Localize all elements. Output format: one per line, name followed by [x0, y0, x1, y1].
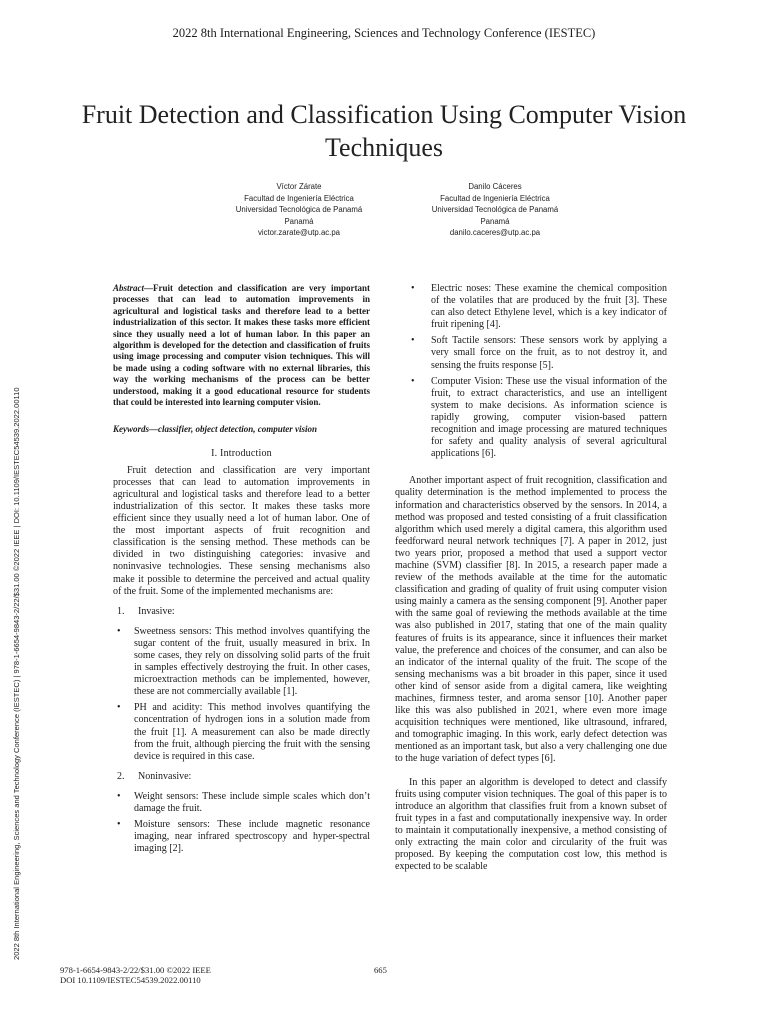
- author-department: Facultad de Ingeniería Eléctrica: [440, 193, 550, 203]
- body-paragraph: Another important aspect of fruit recognition, classification and quality determination is the method implemented to process the information and characteristics observed by the sensors. In 2014, a method was proposed and tested consisting of a fruit classification algorithm which used merely a digital camera, this algorithm used feedforward neural network techniques [7]. A paper in 2012, just two years prior, proposed a method that used a support vector machine (SVM) classifier [8]. In 2015, a research paper made a review of the methods available at the time for the automatic classification and grading of quality of fruit using computer vision using mainly a camera as the sensing component [9]. Another paper with the same goal of reviewing the methods available at the time was also published in 2017, stating that one of the main quality features of fruits is its appearance, since it influences their market value, the preference and choices of the consumer, and can also be an indicator of the internal quality of the fruit. The scope of the sensing mechanisms was a bit broader in this paper, since it used other kind of sensor aside from a digital camera, like weighting machines, firmness tester, and aroma sensor [10]. Another paper like this was also published in 2021, where even more image acquisition techniques were mentioned, like ultrasound, infrared, and tomographic imaging. In this work, early defect detection was mentioned as an important task, but also a very challenging one due to the huge variation of defect types [6].: [395, 475, 667, 765]
- bullet-icon: •: [117, 625, 121, 637]
- invasive-list: [113, 626, 370, 763]
- list-item-text: Electric noses: These examine the chemical composition of the volatiles that are produced by the fruit [3]. These can also detect Ethylene level, which is a key indicator of fruit ripening [4].: [431, 283, 667, 331]
- author-university: Universidad Tecnológica de Panamá: [431, 205, 559, 215]
- author-university: Universidad Tecnológica de Panamá: [235, 205, 363, 215]
- list-item-text: Weight sensors: These include simple scales which don’t damage the fruit.: [134, 790, 370, 814]
- abstract-label: Abstract: [113, 283, 145, 293]
- list-item-text: Sweetness sensors: This method involves quantifying the sugar content of the fruit, usually measured in brix. In some cases, they rely on dissolving solid parts of the fruit in samples effectively destroying the fruit. In other cases, microextraction methods can be implemented, however, these are not commercially available [1].: [134, 625, 370, 698]
- numbered-item-noninvasive: [113, 771, 370, 783]
- list-item: [395, 335, 667, 371]
- bullet-icon: •: [117, 702, 121, 714]
- footer-doi: DOI 10.1109/IESTEC54539.2022.00110: [60, 975, 201, 986]
- item-label: Invasive:: [138, 605, 175, 617]
- author-department: Facultad de Ingeniería Eléctrica: [244, 193, 354, 203]
- list-item: [113, 819, 370, 855]
- right-column: [395, 283, 667, 873]
- footer-isbn: 978-1-6654-9843-2/22/$31.00 ©2022 IEEE: [60, 965, 211, 975]
- item-number: 2.: [117, 770, 125, 782]
- list-item: [395, 376, 667, 461]
- item-label: Noninvasive:: [138, 770, 192, 782]
- list-item: [113, 791, 370, 815]
- author-2: [345, 181, 645, 239]
- sensor-list: [395, 283, 667, 460]
- left-column: [113, 283, 370, 859]
- bullet-icon: •: [411, 375, 415, 387]
- author-country: Panamá: [284, 216, 314, 226]
- author-email: victor.zarate@utp.ac.pa: [257, 228, 341, 238]
- list-item: [113, 626, 370, 699]
- body-paragraph: In this paper an algorithm is developed to detect and classify fruits using computer vision techniques. The goal of this paper is to introduce an algorithm that classifies fruit from a known subset of fruit types in a fast and computationally inexpensive way. In order to maintain it computationally inexpensive, a method consisting of only extracting the main color and circularity of the fruit was proposed. By keeping the computation cost low, this method is expected to be scalable: [395, 776, 667, 873]
- list-item-text: Soft Tactile sensors: These sensors work by applying a very small force on the fruit, as to not destroy it, and sensing the fruits response [5].: [431, 335, 667, 371]
- item-number: 1.: [117, 605, 125, 617]
- abstract-text: —Fruit detection and classification are very important processes that can lead to automation improvements in agricultural and logistical tasks and therefore lead to a better industrialization of this sector. It makes these tasks more efficient since they usually need a lot of human labor. In this paper an algorithm is developed for the detection and classification of fruits using image processing and computer vision techniques. This will be made using a coding software with no external libraries, this way the working mechanisms of the process can be better understood, making it a good educational resource for students that could be interested into learning computer vision.: [113, 283, 370, 408]
- list-item-text: Computer Vision: These use the visual information of the fruit, to extract characteristics, and use an intelligent system to make decisions. As information science is rapidly growing, computer vision-based pattern recognition and image processing are matured techniques for safety and quality analysis of several agricultural applications [6].: [431, 375, 667, 460]
- bullet-icon: •: [117, 790, 121, 802]
- numbered-item-invasive: [113, 606, 370, 618]
- side-citation-strip: [6, 242, 21, 960]
- section-heading-introduction: I. Introduction: [211, 447, 272, 459]
- bullet-icon: •: [411, 283, 415, 294]
- footer-copyright: [60, 965, 211, 986]
- side-citation-text: 2022 8th International Engineering, Sciences and Technology Conference (IESTEC) | 978-1-6654-9843-2/22/$31.00 ©2022 IEEE | DOI: 10.1109/IESTEC54539.2022.00110: [12, 387, 21, 960]
- paper-title: Fruit Detection and Classification Using Computer Vision Techniques: [81, 100, 687, 162]
- author-email: danilo.caceres@utp.ac.pa: [449, 228, 541, 238]
- bullet-icon: •: [117, 819, 121, 831]
- intro-paragraph: Fruit detection and classification are very important processes that can lead to automation improvements in agricultural and logistical tasks and therefore lead to a better industrialization of this sector. It makes these tasks more efficient since they usually need a lot of human labor. One of the most important aspects of fruit recognition and classification is the sensing method. These methods can be divided in two distinguishing categories: invasive and noninvasive technologies. These sensing mechanisms also make it possible to determine the perceived and actual quality of the fruit. Some of the implemented mechanisms are:: [113, 464, 370, 597]
- author-name: Danilo Cáceres: [468, 182, 522, 191]
- list-item: [395, 283, 667, 331]
- list-item-text: PH and acidity: This method involves quantifying the concentration of hydrogen ions in a solution made from the fruit [1]. A measurement can also be made directly from the fruit, although piercing the fruit with the sensing device is required in this case.: [134, 702, 370, 762]
- author-country: Panamá: [480, 216, 510, 226]
- bullet-icon: •: [411, 335, 415, 347]
- keywords: Keywords—classifier, object detection, computer vision: [113, 424, 317, 435]
- list-item: [113, 702, 370, 762]
- conference-header: 2022 8th International Engineering, Sciences and Technology Conference (IESTEC): [172, 26, 596, 40]
- author-name: Víctor Zárate: [276, 182, 322, 191]
- list-item-text: Moisture sensors: These include magnetic resonance imaging, near infrared spectroscopy and hyper-spectral imaging [2].: [134, 819, 370, 855]
- abstract: [113, 283, 370, 408]
- noninvasive-list: [113, 791, 370, 855]
- page-number: 665: [374, 965, 387, 975]
